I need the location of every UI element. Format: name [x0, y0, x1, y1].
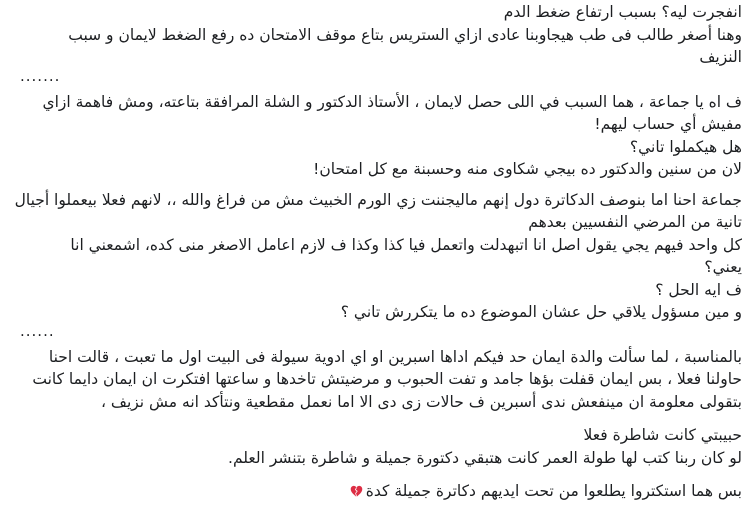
- text-line: ف ايه الحل ؟: [655, 280, 742, 299]
- text-line: حبيبتي كانت شاطرة فعلا: [583, 426, 742, 444]
- dots-separator: ......: [20, 321, 55, 340]
- text-line: و مين مسؤول يلاقي حل عشان الموضوع ده ما يتكررش تاني ؟: [340, 303, 742, 321]
- text-line: مفيش أي حساب ليهم!: [594, 115, 742, 133]
- text-line: انفجرت ليه؟ بسبب ارتفاع ضغط الدم: [503, 3, 742, 21]
- broken-heart-icon: [350, 485, 363, 498]
- text-line: بتقولى معلومة ان مينفعش ندى أسبرين ف حالات زى دى الا اما نعمل مقطعية ونتأكد انه مش نزيف ،: [100, 392, 742, 411]
- paragraph-cause: [18, 0, 742, 69]
- text-line: النزيف: [699, 48, 742, 66]
- text-line: بس هما استكتروا يطلعوا من تحت ايديهم دكاترة جميلة كدة: [365, 482, 742, 500]
- text-line: حاولنا فعلا ، بس ايمان قفلت بؤها جامد و تفت الحبوب و مرضيتش تاخدها و ساعتها افتكرت ان ايمان دايما كانت: [32, 370, 742, 388]
- text-line: يعني؟: [704, 258, 742, 276]
- closing-line: [18, 480, 742, 503]
- paragraph-aspirin: [18, 346, 742, 414]
- paragraph-closing: [18, 480, 742, 503]
- text-line: لو كان ربنا كتب لها طولة العمر كانت هتبقي دكتورة جميلة و شاطرة بتنشر العلم.: [228, 448, 742, 467]
- text-line: تانية من المرضي النفسيين بعدهم: [528, 213, 742, 231]
- dots-separator: .......: [20, 66, 61, 85]
- text-line: بالمناسبة ، لما سألت والدة ايمان حد فيكم اداها اسبرين او اي ادوية سيولة فى البيت اول ما تعبت ، قالت احنا: [48, 347, 742, 366]
- paragraph-tribute: [18, 424, 742, 469]
- text-line: جماعة احنا اما بنوصف الدكاترة دول إنهم ماليجننت زي الورم الخبيث مش من فراغ والله ،، لانهم فعلا بيعملوا أجيال: [14, 190, 742, 209]
- text-line: وهنا أصغر طالب فى طب هيجاوبنا عادى ازاي الستريس بتاع موقف الامتحان ده رفع الضغط لايمان و سبب: [68, 25, 742, 44]
- text-line: كل واحد فيهم يجي يقول اصل انا اتبهدلت واتعمل فيا كذا وكذا ف لازم اعامل الاصغر منى كده، اشمعني انا: [70, 235, 742, 254]
- text-line: ف اه يا جماعة ، هما السبب في اللى حصل لايمان ، الأستاذ الدكتور و الشلة المرافقة بتاعته، ومش فاهمة ازاي: [42, 92, 742, 111]
- text-line: هل هيكملوا تاني؟: [629, 137, 742, 156]
- paragraph-blame: [18, 91, 742, 181]
- text-line: لان من سنين والدكتور ده بيجي شكاوى منه وحسبنة مع كل امتحان!: [313, 160, 742, 178]
- paragraph-doctors: [14, 189, 742, 324]
